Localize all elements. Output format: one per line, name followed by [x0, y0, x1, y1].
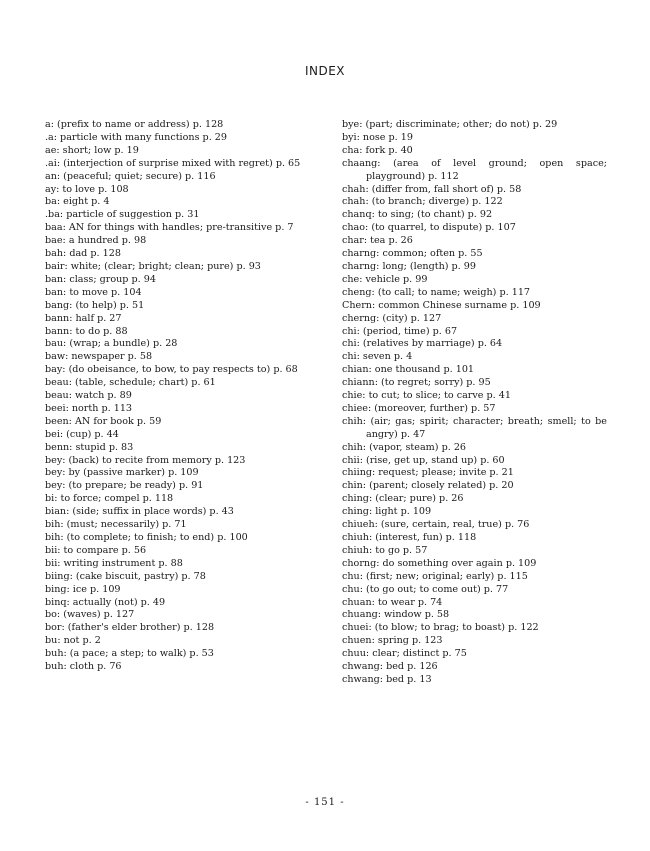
index-entry: bih: (to complete; to finish; to end) p. 100 [45, 532, 248, 543]
index-entry: chwang: bed p. 13 [342, 673, 432, 685]
index-entry: an: (peaceful; quiet; secure) p. 116 [45, 170, 216, 182]
index-entry: chu: (first; new; original; early) p. 115 [342, 570, 528, 582]
page-title: INDEX [304, 64, 346, 78]
index-entry: buh: (a pace; a step; to walk) p. 53 [45, 648, 214, 660]
index-entry: bor: (father's elder brother) p. 128 [45, 622, 215, 634]
index-entry: ban: class; group p. 94 [45, 273, 156, 285]
index-entry: charng: common; often p. 55 [342, 248, 483, 260]
index-entry: biing: (cake biscuit, pastry) p. 78 [45, 570, 206, 582]
index-entry: chuei: (to blow; to brag; to boast) p. 122 [342, 622, 539, 634]
index-entry: byi: nose p. 19 [342, 131, 413, 143]
index-entry: chii: (rise, get up, stand up) p. 60 [342, 454, 505, 466]
index-entry: chuen: spring p. 123 [342, 635, 443, 647]
index-entry: bair: white; (clear; bright; clean; pure) p. 93 [45, 260, 261, 272]
index-entry: a: (prefix to name or address) p. 128 [45, 119, 224, 130]
index-entry: che: vehicle p. 99 [342, 273, 428, 285]
index-entry: bian: (side; suffix in place words) p. 43 [45, 506, 234, 518]
index-entry: baw: newspaper p. 58 [45, 351, 153, 363]
index-entry: chi: (relatives by marriage) p. 64 [342, 338, 503, 350]
index-column-left [45, 119, 310, 674]
index-entry: bo: (waves) p. 127 [45, 609, 135, 621]
index-entry: chorng: do something over again p. 109 [342, 557, 537, 569]
index-entry: cha: fork p. 40 [342, 144, 413, 156]
index-entry: chih: (vapor, steam) p. 26 [342, 441, 467, 453]
index-entry: cherng: (city) p. 127 [342, 312, 442, 324]
index-entry: bi: to force; compel p. 118 [45, 493, 174, 505]
index-entry: .ba: particle of suggestion p. 31 [45, 209, 200, 221]
index-entry: chi: (period, time) p. 67 [342, 325, 458, 337]
index-entry: .a: particle with many functions p. 29 [45, 131, 228, 143]
page-number: - 151 - [305, 797, 345, 808]
index-entry: bei: (cup) p. 44 [45, 428, 119, 440]
index-entry: bann: half p. 27 [45, 312, 122, 324]
index-entry: bann: to do p. 88 [45, 325, 128, 337]
index-entry: ching: (clear; pure) p. 26 [342, 493, 464, 505]
index-entry: Chern: common Chinese surname p. 109 [342, 299, 541, 311]
index-entry: bau: (wrap; a bundle) p. 28 [45, 338, 178, 350]
index-entry: bey: by (passive marker) p. 109 [45, 467, 199, 479]
index-entry: chanq: to sing; (to chant) p. 92 [342, 209, 493, 221]
index-entry: bih: (must; necessarily) p. 71 [45, 519, 187, 531]
index-entry: chu: (to go out; to come out) p. 77 [342, 583, 509, 595]
index-entry: ching: light p. 109 [342, 506, 432, 518]
index-entry: chah: (to branch; diverge) p. 122 [342, 196, 503, 208]
index-entry: bye: (part; discriminate; other; do not) p. 29 [342, 119, 558, 130]
index-entry: bey: (back) to recite from memory p. 123 [45, 454, 246, 466]
index-entry: chie: to cut; to slice; to carve p. 41 [342, 390, 511, 402]
index-entry: bey: (to prepare; be ready) p. 91 [45, 480, 204, 492]
index-entry: baa: AN for things with handles; pre-transitive p. 7 [45, 222, 294, 234]
index-entry: been: AN for book p. 59 [45, 415, 162, 427]
index-entry: cheng: (to call; to name; weigh) p. 117 [342, 286, 531, 298]
index-entry: bii: to compare p. 56 [45, 544, 147, 556]
index-entry: chao: (to quarrel, to dispute) p. 107 [342, 222, 516, 234]
index-entry: char: tea p. 26 [342, 235, 413, 247]
index-entry: beau: watch p. 89 [45, 390, 132, 402]
index-entry: bii: writing instrument p. 88 [45, 557, 183, 569]
index-entry: bah: dad p. 128 [45, 248, 121, 260]
index-entry: beei: north p. 113 [45, 402, 133, 414]
index-entry: bu: not p. 2 [45, 635, 101, 647]
index-entry: ay: to love p. 108 [45, 183, 129, 195]
index-entry: chuang: window p. 58 [342, 609, 450, 621]
index-entry: bing: ice p. 109 [45, 583, 121, 595]
index-entry: chi: seven p. 4 [342, 351, 413, 363]
index-entry: ban: to move p. 104 [45, 286, 142, 298]
index-entry: buh: cloth p. 76 [45, 661, 122, 673]
index-entry: chiuh: (interest, fun) p. 118 [342, 532, 477, 543]
index-entry: bay: (do obeisance, to bow, to pay respects to) p. 68 [45, 364, 298, 376]
index-entry: chaang: (area of level ground; open space; playground) p. 112 [342, 157, 607, 182]
index-entry: chiuh: to go p. 57 [342, 544, 428, 556]
index-entry: charng: long; (length) p. 99 [342, 260, 476, 272]
index-entry: bae: a hundred p. 98 [45, 235, 147, 247]
index-entry: chin: (parent; closely related) p. 20 [342, 480, 514, 492]
index-entry: binq: actually (not) p. 49 [45, 596, 166, 608]
index-entry: ae: short; low p. 19 [45, 144, 139, 156]
index-entry: chuu: clear; distinct p. 75 [342, 648, 467, 660]
index-entry: chiann: (to regret; sorry) p. 95 [342, 377, 491, 389]
index-column-right [342, 119, 607, 687]
index-entry: ba: eight p. 4 [45, 196, 110, 208]
index-entry: chih: (air; gas; spirit; character; breath; smell; to be angry) p. 47 [342, 415, 607, 440]
index-entry: bang: (to help) p. 51 [45, 299, 145, 311]
index-entry: .ai: (interjection of surprise mixed with regret) p. 65 [45, 157, 301, 169]
index-entry: chah: (differ from, fall short of) p. 58 [342, 183, 522, 195]
index-entry: benn: stupid p. 83 [45, 441, 134, 453]
index-entry: chiueh: (sure, certain, real, true) p. 76 [342, 519, 530, 531]
index-entry: chwang: bed p. 126 [342, 661, 438, 673]
index-entry: chiing: request; please; invite p. 21 [342, 467, 514, 479]
index-entry: chian: one thousand p. 101 [342, 364, 475, 376]
index-entry: chiee: (moreover, further) p. 57 [342, 402, 496, 414]
index-entry: chuan: to wear p. 74 [342, 596, 443, 608]
index-entry: beau: (table, schedule; chart) p. 61 [45, 377, 216, 389]
